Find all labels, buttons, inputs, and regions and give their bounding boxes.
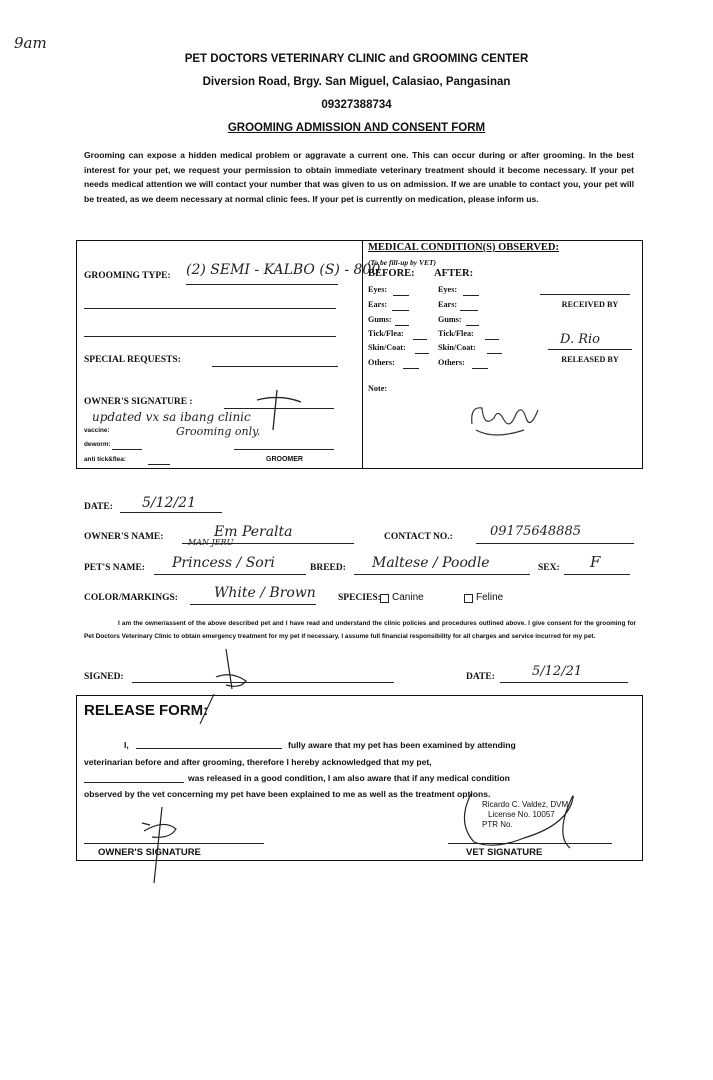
- before-item-tick: Tick/Flea:: [368, 329, 404, 338]
- grooming-type-value: (2) SEMI - KALBO (S) - 800: [186, 262, 381, 278]
- feline-checkbox[interactable]: [464, 594, 473, 603]
- owner-name-label: OWNER'S NAME:: [84, 532, 164, 542]
- canine-checkbox[interactable]: [380, 594, 389, 603]
- intro-paragraph: Grooming can expose a hidden medical problem or aggravate a current one. This can occur during or after grooming. In the best interest for your pet, we request your permission to obtain immediate veterinary treatment should it become necessary. If your pet needs medical attention we will contact your number that was given to us on admission. If we are unable to contact you, your pet will be treated, as we deem necessary at normal clinic fees. If your pet is currently on medication, please inform us.: [84, 150, 634, 204]
- owner-signature-release-label: OWNER'S SIGNATURE: [98, 847, 201, 858]
- before-item-ears: Ears:: [368, 300, 388, 309]
- handwritten-note-1: updated vx sa ibang clinic: [92, 410, 251, 424]
- margin-note: 9am: [14, 34, 47, 52]
- vet-signature-label: VET SIGNATURE: [466, 847, 543, 858]
- after-item-ears: Ears:: [438, 300, 458, 309]
- after-item-tick: Tick/Flea:: [438, 329, 474, 338]
- signed-label: SIGNED:: [84, 672, 124, 682]
- release-text-3: was released in a good condition, I am also aware that if any medical condition: [188, 773, 510, 783]
- clinic-address: Diversion Road, Brgy. San Miguel, Calasiao, Pangasinan: [202, 76, 511, 88]
- released-by-value: D. Rio: [560, 332, 600, 347]
- release-text-1: fully aware that my pet has been examined by attending: [288, 740, 516, 750]
- sex-label: SEX:: [538, 563, 560, 573]
- date2-label: DATE:: [466, 672, 495, 682]
- pet-name-value: Princess / Sori: [172, 555, 275, 571]
- date-value: 5/12/21: [142, 495, 196, 511]
- breed-label: BREED:: [310, 563, 346, 573]
- after-item-gums: Gums:: [438, 315, 462, 324]
- breed-value: Maltese / Poodle: [372, 555, 490, 571]
- before-item-others: Others:: [368, 358, 395, 367]
- anti-tick-label: anti tick&flea:: [84, 456, 126, 463]
- owner-signature-scribble: [255, 388, 305, 433]
- vet-signature-scribble: [454, 782, 594, 852]
- owner-release-signature: [140, 805, 184, 885]
- after-label: AFTER:: [434, 268, 474, 279]
- species-label: SPECIES:: [338, 593, 381, 603]
- release-title: RELEASE FORM:: [84, 702, 209, 719]
- before-item-eyes: Eyes:: [368, 285, 388, 294]
- vaccine-label: vaccine:: [84, 427, 110, 434]
- release-text-2: veterinarian before and after grooming, therefore I hereby acknowledged that my pet,: [84, 757, 432, 767]
- color-value: White / Brown: [214, 585, 316, 601]
- before-label: BEFORE:: [368, 268, 415, 279]
- after-item-skin: Skin/Coat:: [438, 343, 476, 352]
- feline-label: Feline: [476, 592, 504, 603]
- vet-initial-signature: [464, 400, 544, 442]
- groomer-label: GROOMER: [266, 456, 303, 463]
- medical-subtitle: (To be fill-up by VET): [368, 258, 437, 267]
- stamp-license: License No. 10057: [488, 810, 555, 819]
- owner-name-value: Em Peralta: [214, 524, 293, 540]
- contact-label: CONTACT NO.:: [384, 532, 453, 542]
- release-text-4: observed by the vet concerning my pet have been explained to me as well as the treatment options.: [84, 789, 491, 799]
- color-label: COLOR/MARKINGS:: [84, 593, 178, 603]
- contact-value: 09175648885: [490, 524, 581, 539]
- after-item-others: Others:: [438, 358, 465, 367]
- owner-name-sub: MAN JERU: [188, 538, 234, 547]
- handwritten-note-2: Grooming only.: [176, 425, 261, 438]
- release-i-label: I,: [124, 740, 129, 750]
- consent-text: I am the owner/assent of the above described pet and I have read and understand the clinic policies and procedures outlined above. I give consent for the grooming for Pet Doctors Veterinary Clinic to obtain emergency treatment for my pet if necessary. I assume full financial responsibility for all charges and service incurred for my pet.: [84, 620, 636, 640]
- received-by-label: RECEIVED BY: [561, 300, 619, 309]
- stamp-name: Ricardo C. Valdez, DVM: [482, 800, 569, 809]
- note-label: Note:: [368, 384, 388, 393]
- clinic-phone: 09327388734: [321, 99, 392, 111]
- before-item-gums: Gums:: [368, 315, 392, 324]
- after-item-eyes: Eyes:: [438, 285, 458, 294]
- clinic-name: PET DOCTORS VETERINARY CLINIC and GROOMING CENTER: [184, 53, 529, 65]
- special-requests-label: SPECIAL REQUESTS:: [84, 355, 181, 365]
- stamp-ptr: PTR No.: [482, 820, 513, 829]
- form-title: GROOMING ADMISSION AND CONSENT FORM: [227, 122, 486, 134]
- before-item-skin: Skin/Coat:: [368, 343, 406, 352]
- canine-label: Canine: [392, 592, 424, 603]
- date-label: DATE:: [84, 502, 113, 512]
- sex-value: F: [590, 553, 601, 571]
- released-by-label: RELEASED BY: [561, 355, 619, 364]
- owner-signature-label: OWNER'S SIGNATURE :: [84, 397, 193, 407]
- signed-scribble: [212, 645, 252, 695]
- deworm-label: deworm:: [84, 441, 111, 448]
- date2-value: 5/12/21: [532, 664, 583, 679]
- medical-title: MEDICAL CONDITION(S) OBSERVED:: [368, 242, 559, 253]
- grooming-type-label: GROOMING TYPE:: [84, 271, 171, 281]
- release-pen-stroke: [196, 692, 218, 728]
- pet-name-label: PET'S NAME:: [84, 563, 145, 573]
